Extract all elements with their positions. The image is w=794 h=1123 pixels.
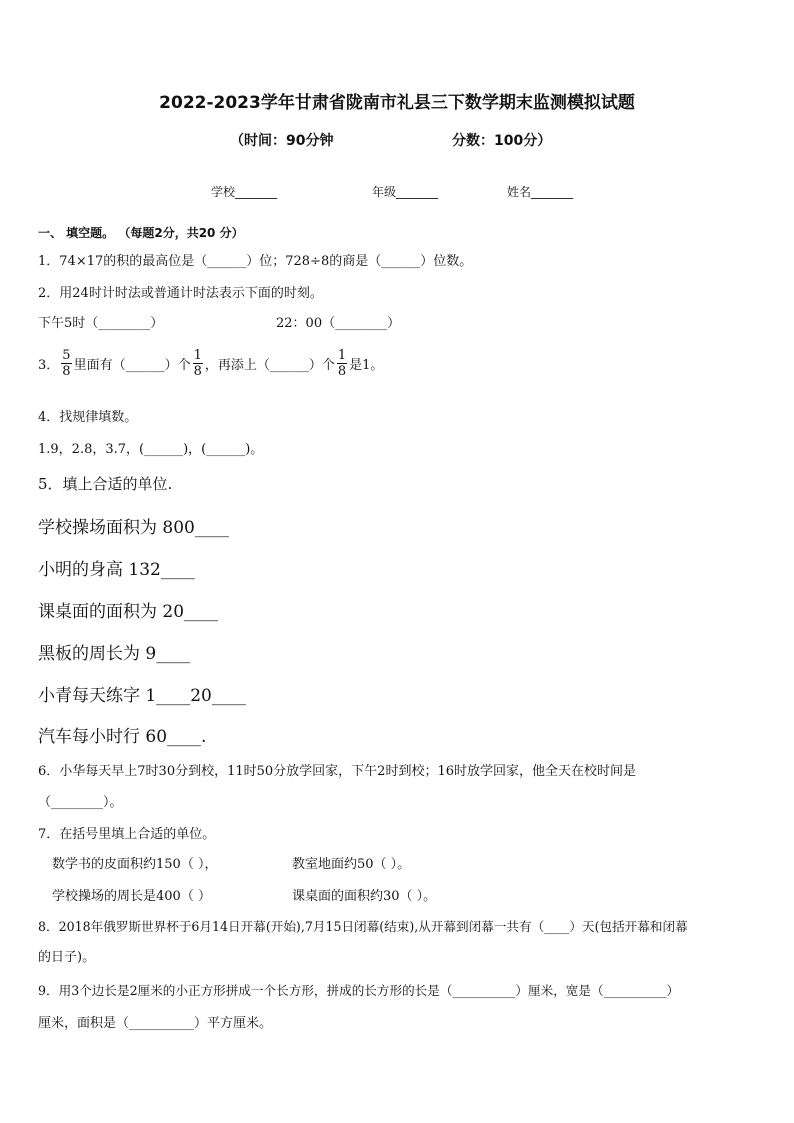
- name-field[interactable]: 姓名_______: [507, 185, 574, 199]
- question-4: 4．找规律填数。: [38, 410, 138, 425]
- q3-text-3: 是1。: [349, 358, 384, 373]
- q5-item: 小青每天练字 1____20____: [38, 686, 246, 706]
- question-2-b: 22：00（________）: [276, 316, 401, 331]
- question-3: [38, 348, 383, 379]
- q5-item: 学校操场面积为 800____: [38, 518, 229, 538]
- q5-item: 汽车每小时行 60____.: [38, 727, 207, 747]
- page-title: 2022-2023学年甘肃省陇南市礼县三下数学期末监测模拟试题: [159, 93, 635, 113]
- time-label: （时间：90分钟: [230, 133, 334, 149]
- question-1: 1．74×17的积的最高位是（______）位；728÷8的商是（______）位数。: [38, 254, 473, 269]
- question-7-a: 数学书的皮面积约150（ ），: [52, 857, 218, 872]
- score-label: 分数：100分）: [452, 133, 552, 149]
- q3-number: 3．: [38, 358, 60, 373]
- question-6: 6．小华每天早上7时30分到校，11时50分放学回家，下午2时到校；16时放学回家，他全天在校时间是: [38, 764, 636, 779]
- fraction-1-8: $\frac{1}{8}$: [193, 348, 202, 379]
- question-8-cont: 的日子)。: [38, 950, 96, 965]
- school-field[interactable]: 学校_______: [211, 185, 278, 199]
- q5-item: 小明的身高 132____: [38, 560, 195, 580]
- question-7-c: 学校操场的周长是400（ ）: [52, 889, 211, 904]
- question-7-d: 课桌面的面积约30（ ）。: [292, 889, 437, 904]
- q5-item: 黑板的周长为 9____: [38, 644, 191, 664]
- question-7-b: 教室地面约50（ ）。: [292, 857, 411, 872]
- fraction-1-8-b: $\frac{1}{8}$: [337, 348, 347, 379]
- section-heading: 一、 填空题。 （每题2分，共20 分）: [38, 226, 244, 240]
- q5-item: 课桌面的面积为 20____: [38, 602, 219, 622]
- fraction-5-8: $\frac{5}{8}$: [62, 348, 71, 379]
- q3-text-2: ，再添上（______）个: [204, 358, 335, 373]
- q3-text-1: 里面有（______）个: [73, 358, 191, 373]
- question-8: 8．2018年俄罗斯世界杯于6月14日开幕(开始),7月15日闭幕(结束),从开幕到闭幕一共有（____）天(包括开幕和闭幕: [38, 919, 688, 934]
- grade-field[interactable]: 年级_______: [372, 185, 439, 199]
- question-2: 2．用24时计时法或普通计时法表示下面的时刻。: [38, 286, 323, 301]
- question-7: 7．在括号里填上合适的单位。: [38, 827, 216, 842]
- question-5: 5．填上合适的单位.: [38, 475, 173, 493]
- question-2-a: 下午5时（________）: [38, 316, 164, 331]
- question-4-sequence: 1.9，2.8，3.7，(______)，(______)。: [38, 442, 264, 457]
- question-6-cont: （________）。: [38, 795, 123, 810]
- question-9: 9．用3个边长是2厘米的小正方形拼成一个长方形，拼成的长方形的长是（__________）厘米，宽是（__________）: [38, 983, 680, 998]
- question-9-cont: 厘米，面积是（__________）平方厘米。: [38, 1016, 273, 1031]
